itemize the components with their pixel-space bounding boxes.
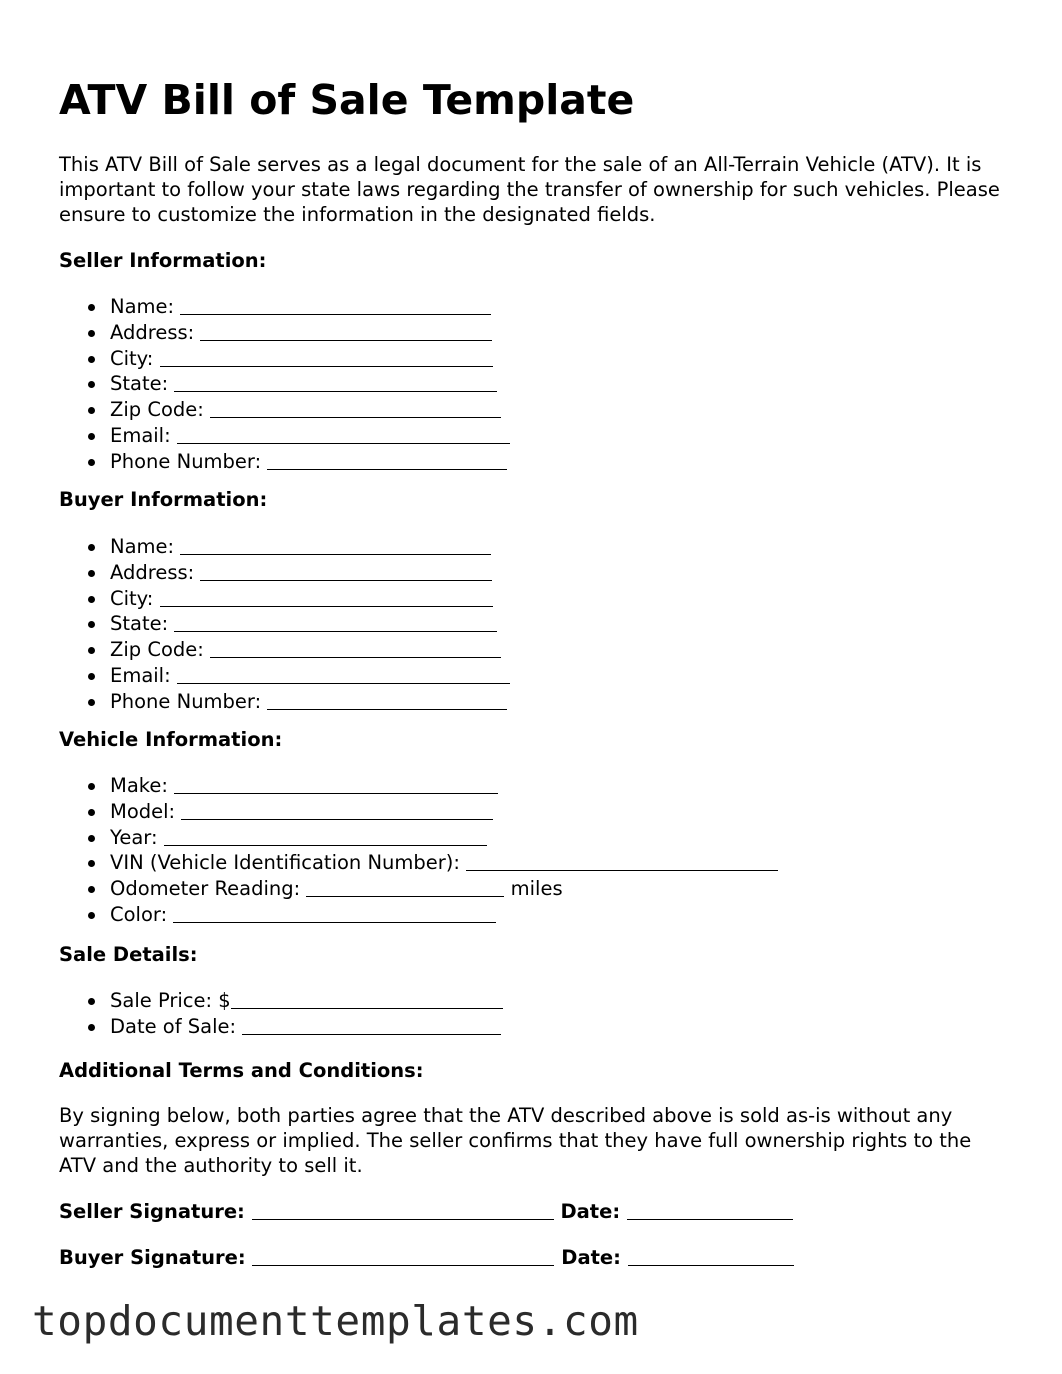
seller-phone-label: Phone Number: <box>110 449 262 473</box>
buyer-address-field[interactable] <box>200 560 492 581</box>
vehicle-make-field[interactable] <box>174 773 498 794</box>
seller-signature-row <box>59 1199 793 1224</box>
seller-email-label: Email: <box>110 423 171 447</box>
vehicle-odometer-field[interactable] <box>306 876 504 897</box>
sale-field-list <box>59 988 503 1040</box>
buyer-state-label: State: <box>110 612 169 636</box>
buyer-state-field[interactable] <box>174 611 497 632</box>
vehicle-heading: Vehicle Information: <box>59 728 283 751</box>
watermark-text: topdocumenttemplates.com <box>32 1297 639 1345</box>
list-item <box>110 534 510 560</box>
seller-zip-label: Zip Code: <box>110 398 204 422</box>
list-item <box>110 611 510 637</box>
vehicle-year-field[interactable] <box>164 825 487 846</box>
buyer-date-label: Date: <box>561 1246 621 1269</box>
list-item <box>110 294 510 320</box>
buyer-zip-label: Zip Code: <box>110 638 204 662</box>
buyer-email-label: Email: <box>110 663 171 687</box>
seller-state-field[interactable] <box>174 371 497 392</box>
vehicle-color-label: Color: <box>110 902 168 926</box>
list-item <box>110 850 778 876</box>
buyer-city-field[interactable] <box>160 586 493 607</box>
vehicle-odometer-label: Odometer Reading: <box>110 877 301 901</box>
seller-phone-field[interactable] <box>267 449 507 470</box>
buyer-field-list <box>59 534 510 715</box>
vehicle-make-label: Make: <box>110 774 168 797</box>
seller-heading: Seller Information: <box>59 249 267 272</box>
list-item <box>110 560 510 586</box>
seller-city-field[interactable] <box>160 346 493 367</box>
seller-address-label: Address: <box>110 320 195 344</box>
vehicle-field-list <box>59 773 778 928</box>
buyer-zip-field[interactable] <box>210 637 501 658</box>
buyer-signature-row <box>59 1245 794 1270</box>
seller-address-field[interactable] <box>200 320 492 341</box>
seller-signature-label: Seller Signature: <box>59 1200 245 1223</box>
list-item <box>110 320 510 346</box>
vehicle-vin-field[interactable] <box>466 850 778 871</box>
buyer-address-label: Address: <box>110 560 195 584</box>
vehicle-vin-label: VIN (Vehicle Identification Number): <box>110 851 460 875</box>
vehicle-model-label: Model: <box>110 799 176 823</box>
seller-state-label: State: <box>110 372 169 396</box>
seller-field-list <box>59 294 510 475</box>
seller-date-field[interactable] <box>627 1199 793 1220</box>
sale-date-label: Date of Sale: <box>110 1014 237 1038</box>
buyer-heading: Buyer Information: <box>59 488 268 511</box>
seller-name-field[interactable] <box>180 294 491 315</box>
list-item <box>110 449 510 475</box>
list-item <box>110 371 510 397</box>
buyer-city-label: City: <box>110 586 154 610</box>
list-item <box>110 799 778 825</box>
seller-city-label: City: <box>110 346 154 370</box>
vehicle-color-field[interactable] <box>173 902 496 923</box>
terms-heading: Additional Terms and Conditions: <box>59 1059 424 1082</box>
list-item <box>110 663 510 689</box>
buyer-phone-field[interactable] <box>267 689 507 710</box>
seller-date-label: Date: <box>560 1200 621 1223</box>
odometer-unit: miles <box>510 877 563 901</box>
seller-zip-field[interactable] <box>210 397 501 418</box>
sale-price-field[interactable] <box>231 988 503 1009</box>
intro-paragraph: This ATV Bill of Sale serves as a legal document for the sale of an All-Terrain Vehicle (ATV). It is important to follow your state laws regarding the transfer of ownership for such vehicles. Please ensure to customize the information in the designated fields. <box>59 153 1000 226</box>
sale-price-label: Sale Price: $ <box>110 989 231 1012</box>
seller-name-label: Name: <box>110 295 175 318</box>
buyer-email-field[interactable] <box>177 663 510 684</box>
sale-heading: Sale Details: <box>59 943 198 966</box>
sale-date-field[interactable] <box>242 1014 501 1035</box>
buyer-signature-label: Buyer Signature: <box>59 1246 246 1269</box>
buyer-signature-field[interactable] <box>252 1245 554 1266</box>
buyer-name-field[interactable] <box>180 534 491 555</box>
list-item <box>110 1014 503 1040</box>
list-item <box>110 988 503 1014</box>
list-item <box>110 637 510 663</box>
vehicle-year-label: Year: <box>110 825 158 849</box>
seller-email-field[interactable] <box>177 423 510 444</box>
buyer-name-label: Name: <box>110 535 175 558</box>
buyer-date-field[interactable] <box>628 1245 794 1266</box>
list-item <box>110 825 778 851</box>
list-item <box>110 773 778 799</box>
vehicle-model-field[interactable] <box>181 799 493 820</box>
list-item <box>110 876 778 902</box>
list-item <box>110 586 510 612</box>
list-item <box>110 346 510 372</box>
terms-paragraph: By signing below, both parties agree that the ATV described above is sold as-is without any warranties, express or implied. The seller confirms that they have full ownership rights to the ATV and the authority to sell it. <box>59 1104 972 1177</box>
buyer-phone-label: Phone Number: <box>110 689 262 713</box>
list-item <box>110 423 510 449</box>
seller-signature-field[interactable] <box>252 1199 554 1220</box>
list-item <box>110 689 510 715</box>
list-item <box>110 902 778 928</box>
list-item <box>110 397 510 423</box>
page-title: ATV Bill of Sale Template <box>59 76 635 124</box>
